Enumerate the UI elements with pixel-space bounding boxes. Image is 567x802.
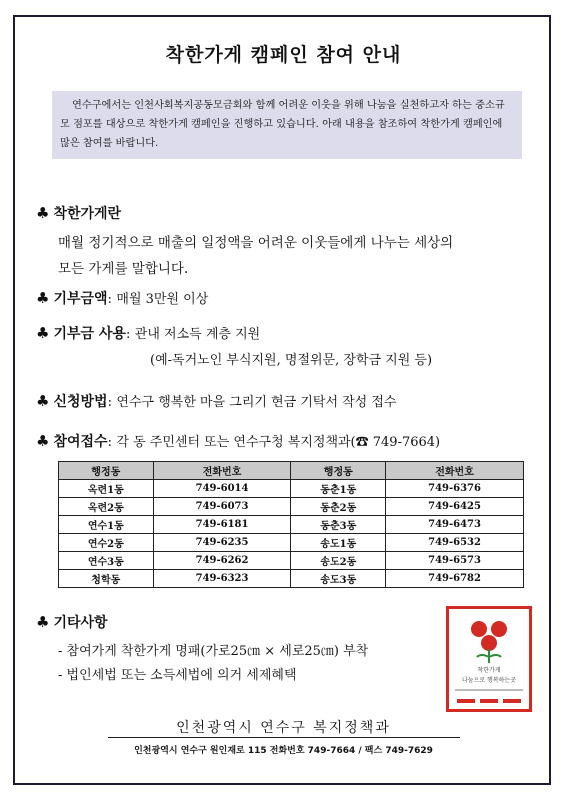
club-icon: ♣ (36, 432, 50, 450)
cell-phone: 749-6376 (386, 480, 524, 498)
good-shop-badge (446, 606, 532, 712)
cell-phone: 749-6073 (153, 498, 291, 516)
org-logo-icon (503, 699, 521, 703)
footer-office: 인천광역시 연수구 복지정책과 (176, 720, 391, 736)
table-header-row (59, 462, 524, 480)
separator: : (107, 435, 112, 450)
table-row (59, 516, 524, 534)
footer-divider (108, 737, 460, 738)
cell-district: 옥련1동 (59, 480, 154, 498)
cell-phone: 749-6181 (153, 516, 291, 534)
separator: : (125, 327, 131, 342)
table-row (59, 534, 524, 552)
section-apply-heading: 신청방법 (53, 394, 108, 410)
section-reception-heading: 참여접수 (53, 434, 108, 450)
header-phone: 전화번호 (386, 462, 524, 480)
table-row (59, 480, 524, 498)
club-icon: ♣ (36, 613, 50, 631)
cell-district: 옥련2동 (59, 498, 154, 516)
section-etc (36, 612, 108, 632)
section-apply (36, 391, 397, 411)
table-row (59, 552, 524, 570)
etc-item: - 참여가게 착한가게 명패(가로25㎝ × 세로25㎝) 부착 (58, 644, 369, 659)
badge-title: 착한가게 (477, 667, 501, 674)
badge-small-print (455, 689, 523, 691)
footer-address: 인천광역시 연수구 원인재로 115 전화번호 749-7664 / 팩스 749-7629 (134, 746, 433, 756)
intro-box: 연수구에서는 인천사회복지공동모금회와 함께 어려운 이웃을 위해 나눔을 실천하고자 하는 중소규모 점포를 대상으로 착한가게 캠페인을 진행하고 있습니다. 아래 내용을 참조하여 착한가게 캠페인에 많은 참여를 바랍니다. (52, 91, 522, 159)
section-amount-value: 매월 3만원 이상 (116, 292, 209, 307)
badge-logos (457, 699, 521, 705)
section-usage-heading: 기부금 사용 (53, 326, 126, 342)
section-usage-value: 관내 저소득 계층 지원 (134, 327, 261, 342)
section-amount-heading: 기부금액 (53, 291, 108, 307)
header-district: 행정동 (291, 462, 386, 480)
cell-phone: 749-6425 (386, 498, 524, 516)
org-logo-icon (480, 699, 498, 703)
club-icon: ♣ (36, 392, 50, 410)
section-etc-heading: 기타사항 (53, 615, 108, 631)
section-amount (36, 288, 208, 308)
cell-phone: 749-6235 (153, 534, 291, 552)
cell-phone: 749-6532 (386, 534, 524, 552)
contact-table (58, 461, 524, 588)
cell-district: 송도1동 (291, 534, 386, 552)
cell-phone: 749-6323 (153, 570, 291, 588)
club-icon: ♣ (36, 289, 50, 307)
section-apply-value: 연수구 행복한 마을 그리기 현금 기탁서 작성 접수 (116, 395, 397, 410)
cell-district: 송도2동 (291, 552, 386, 570)
cell-district: 연수2동 (59, 534, 154, 552)
org-logo-icon (457, 699, 475, 703)
club-icon: ♣ (36, 204, 50, 222)
badge-slogan: 나눔으로 행복하는곳 (461, 677, 517, 684)
cell-phone: 749-6782 (386, 570, 524, 588)
header-phone: 전화번호 (153, 462, 291, 480)
separator: : (107, 292, 112, 307)
etc-item: - 법인세법 또는 소득세법에 의거 세제혜택 (58, 668, 297, 683)
section-usage (36, 323, 260, 343)
cell-phone: 749-6014 (153, 480, 291, 498)
about-line-1: 매월 정기적으로 매출의 일정액을 어려운 이웃들에게 나누는 세상의 (58, 235, 454, 251)
cell-district: 동춘3동 (291, 516, 386, 534)
cell-district: 연수1동 (59, 516, 154, 534)
section-reception-value: 각 동 주민센터 또는 연수구청 복지정책과(☎ 749-7664) (116, 435, 441, 450)
cell-phone: 749-6473 (386, 516, 524, 534)
separator: : (107, 395, 112, 410)
usage-example: (예-독거노인 부식지원, 명절위문, 장학금 지원 등) (150, 353, 433, 368)
section-about-heading: 착한가게란 (53, 206, 122, 222)
cell-district: 연수3동 (59, 552, 154, 570)
flower-logo-icon (449, 613, 529, 665)
cell-district: 동춘1동 (291, 480, 386, 498)
cell-phone: 749-6573 (386, 552, 524, 570)
cell-district: 동춘2동 (291, 498, 386, 516)
about-line-2: 모든 가게를 말합니다. (58, 261, 189, 277)
page-title: 착한가게 캠페인 참여 안내 (165, 44, 402, 66)
header-district: 행정동 (59, 462, 154, 480)
table-row (59, 498, 524, 516)
cell-district: 청학동 (59, 570, 154, 588)
table-row (59, 570, 524, 588)
section-about (36, 203, 121, 223)
cell-district: 송도3동 (291, 570, 386, 588)
club-icon: ♣ (36, 324, 50, 342)
cell-phone: 749-6262 (153, 552, 291, 570)
section-reception (36, 431, 440, 451)
